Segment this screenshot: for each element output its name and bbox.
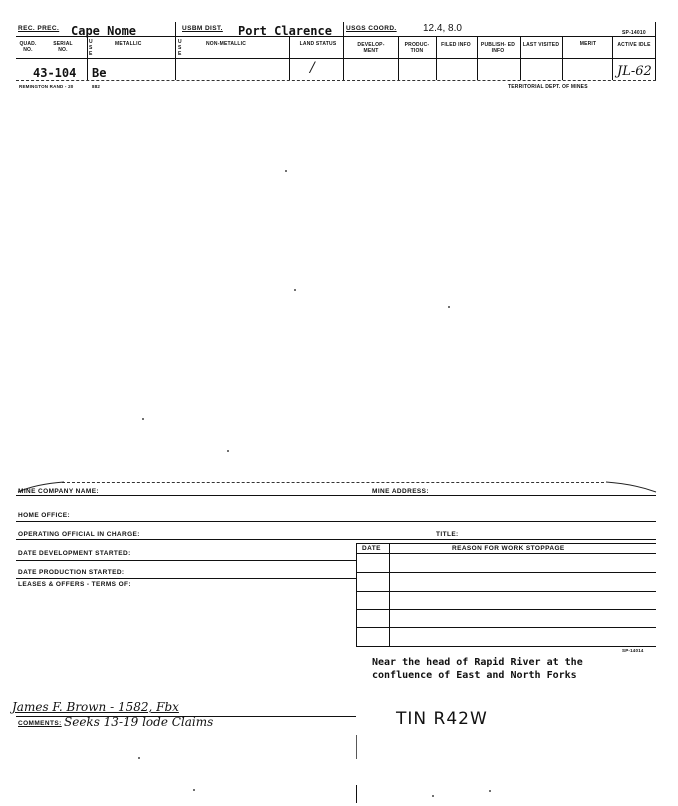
divider: [398, 37, 399, 80]
column-header-rule: [16, 58, 656, 59]
rule: [356, 627, 656, 628]
col-merit: MERIT: [579, 41, 597, 47]
usgs-coord-value: 12.4, 8.0: [423, 23, 462, 34]
divider: [520, 37, 521, 80]
title-label: TITLE:: [436, 531, 459, 538]
speck: [193, 789, 195, 791]
divider: [289, 37, 290, 80]
rule: [16, 495, 656, 496]
col-last-visited: LAST VISITED: [522, 42, 560, 48]
divider: [175, 22, 176, 80]
speck: [142, 418, 144, 420]
divider: [477, 37, 478, 80]
location-note: [372, 656, 583, 682]
rec-prec-value: Cape Nome: [71, 24, 137, 38]
location-note-line2: confluence of East and North Forks: [372, 670, 577, 681]
speck: [285, 170, 287, 172]
col-development: DEVELOP- MENT: [357, 42, 385, 54]
serial-value: 43-104: [33, 66, 77, 80]
usbm-dist-label: USBM DIST.: [182, 25, 223, 32]
form-number-bottom: SP-14014: [622, 648, 644, 653]
faint-line: [356, 735, 357, 759]
divider: [562, 37, 563, 80]
date-production-label: DATE PRODUCTION STARTED:: [18, 569, 125, 576]
usbm-dist-value: Port Clarence: [238, 24, 332, 38]
rule: [356, 646, 656, 647]
handwritten-name: James F. Brown - 1582, Fbx: [12, 700, 179, 714]
col-metallic: METALLIC: [115, 41, 142, 47]
rule: [16, 521, 656, 522]
divider: [343, 22, 344, 80]
reason-col-header: REASON FOR WORK STOPPAGE: [452, 545, 565, 552]
rule: [356, 591, 656, 592]
rule: [356, 609, 656, 610]
divider: [87, 37, 88, 80]
mine-company-name-label: MINE COMPANY NAME:: [18, 488, 99, 495]
col-use-metallic: U S E: [89, 39, 93, 57]
rule: [356, 572, 656, 573]
rule: [16, 578, 356, 579]
form-number-top: SP-14010: [622, 30, 646, 36]
land-status-value: /: [310, 60, 315, 76]
faint-line: [356, 785, 357, 803]
remington-rand-label: REMINGTON RAND - 20: [19, 84, 74, 89]
entry-rule: [16, 80, 656, 81]
operating-official-label: OPERATING OFFICIAL IN CHARGE:: [18, 531, 140, 538]
metallic-value: Be: [92, 66, 107, 80]
speck: [294, 289, 296, 291]
comments-label: COMMENTS:: [18, 720, 62, 727]
rec-prec-label: REC. PREC.: [18, 25, 60, 32]
divider: [655, 22, 656, 80]
leases-label: LEASES & OFFERS - TERMS OF:: [18, 581, 131, 588]
rule: [356, 543, 656, 544]
rule: [356, 553, 656, 554]
territorial-dept-label: TERRITORIAL DEPT. OF MINES: [508, 84, 588, 90]
col-use-nonmetallic: U S E: [178, 39, 182, 57]
col-serial-no: SERIAL NO.: [53, 41, 73, 53]
rule: [16, 539, 656, 540]
remington-code: 882: [92, 84, 101, 89]
location-note-line1: Near the head of Rapid River at the: [372, 657, 583, 668]
perforation-line: [62, 482, 604, 483]
handwritten-tin: TIN R42W: [396, 709, 488, 729]
date-development-label: DATE DEVELOPMENT STARTED:: [18, 550, 131, 557]
col-active-idle: ACTIVE IDLE: [617, 42, 651, 48]
date-col-header: DATE: [362, 545, 381, 552]
usgs-coord-label: USGS COORD.: [346, 25, 397, 32]
rule: [16, 560, 356, 561]
home-office-label: HOME OFFICE:: [18, 512, 71, 519]
handwritten-comment: Seeks 13-19 lode Claims: [64, 715, 214, 729]
divider: [612, 37, 613, 80]
mine-address-label: MINE ADDRESS:: [372, 488, 429, 495]
active-idle-value: JL-62: [617, 64, 652, 79]
col-quad-no: QUAD. NO.: [19, 41, 37, 53]
speck: [448, 306, 450, 308]
col-non-metallic: NON-METALLIC: [206, 41, 247, 47]
card-corner-right: [604, 480, 658, 494]
table-divider: [389, 543, 390, 646]
speck: [432, 795, 434, 797]
col-land-status: LAND STATUS: [299, 41, 337, 47]
speck: [227, 450, 229, 452]
speck: [138, 757, 140, 759]
speck: [489, 790, 491, 792]
col-published-info: PUBLISH- ED INFO: [480, 42, 516, 54]
col-filed-info: FILED INFO: [441, 42, 471, 48]
col-production: PRODUC- TION: [404, 42, 430, 54]
divider: [436, 37, 437, 80]
table-divider: [356, 543, 357, 646]
